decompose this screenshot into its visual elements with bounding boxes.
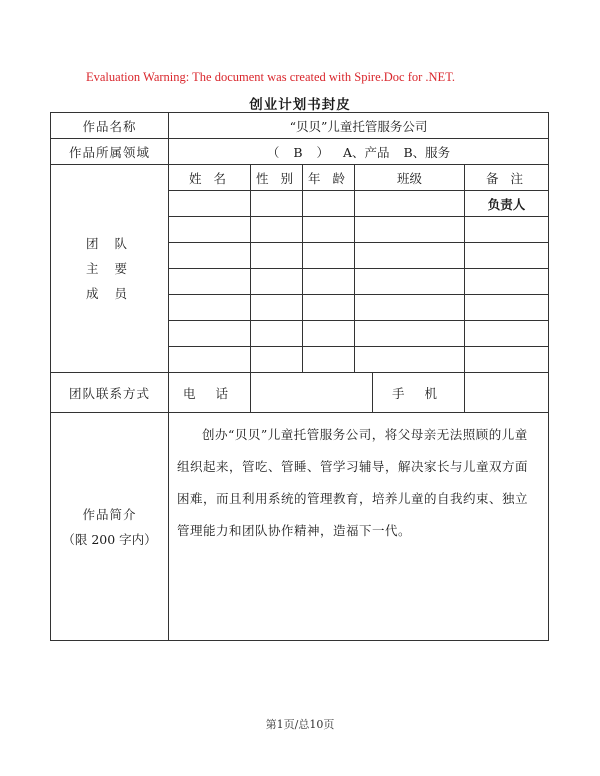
work-name-value[interactable]: “贝贝”儿童托管服务公司 bbox=[169, 113, 549, 139]
member-2-notes[interactable] bbox=[465, 217, 549, 243]
business-plan-cover-form bbox=[50, 112, 549, 641]
intro-row bbox=[51, 413, 549, 641]
member-5-class[interactable] bbox=[355, 295, 465, 321]
member-7-gender[interactable] bbox=[251, 347, 303, 373]
phone-label: 电 话 bbox=[169, 373, 251, 413]
member-6-notes[interactable] bbox=[465, 321, 549, 347]
work-field-label: 作品所属领域 bbox=[51, 139, 169, 165]
member-6-age[interactable] bbox=[303, 321, 355, 347]
header-name: 姓 名 bbox=[169, 165, 251, 191]
team-label-line-1: 团 队 bbox=[86, 236, 133, 251]
header-notes: 备 注 bbox=[465, 165, 549, 191]
work-field-row bbox=[51, 139, 549, 165]
header-class: 班级 bbox=[355, 165, 465, 191]
member-3-name[interactable] bbox=[169, 243, 251, 269]
work-name-row bbox=[51, 113, 549, 139]
member-2-name[interactable] bbox=[169, 217, 251, 243]
member-1-notes[interactable]: 负责人 bbox=[465, 191, 549, 217]
member-4-gender[interactable] bbox=[251, 269, 303, 295]
member-5-notes[interactable] bbox=[465, 295, 549, 321]
mobile-value[interactable] bbox=[465, 373, 549, 413]
header-gender: 性 别 bbox=[251, 165, 303, 191]
evaluation-warning: Evaluation Warning: The document was created with Spire.Doc for .NET. bbox=[86, 70, 456, 84]
intro-text[interactable]: 创办“贝贝”儿童托管服务公司，将父母亲无法照顾的儿童组织起来，管吃、管睡、管学习辅导，解决家长与儿童双方面困难，而且利用系统的管理教育，培养儿童的自我约束、独立管理能力和团队协作精神，造福下一代。 bbox=[169, 413, 549, 641]
member-4-class[interactable] bbox=[355, 269, 465, 295]
member-4-notes[interactable] bbox=[465, 269, 549, 295]
member-7-name[interactable] bbox=[169, 347, 251, 373]
member-7-notes[interactable] bbox=[465, 347, 549, 373]
member-3-age[interactable] bbox=[303, 243, 355, 269]
header-age: 年 龄 bbox=[303, 165, 355, 191]
member-2-class[interactable] bbox=[355, 217, 465, 243]
member-5-age[interactable] bbox=[303, 295, 355, 321]
team-header-row bbox=[51, 165, 549, 191]
member-6-gender[interactable] bbox=[251, 321, 303, 347]
page-title: 创业计划书封皮 bbox=[249, 97, 351, 113]
intro-label-line-1: 作品简介 bbox=[82, 506, 137, 522]
team-members-label bbox=[51, 165, 169, 373]
member-3-gender[interactable] bbox=[251, 243, 303, 269]
team-label-line-3: 成 员 bbox=[86, 286, 133, 301]
member-6-name[interactable] bbox=[169, 321, 251, 347]
member-5-gender[interactable] bbox=[251, 295, 303, 321]
intro-label-line-2: （限 200 字内） bbox=[62, 531, 157, 547]
intro-label bbox=[51, 413, 169, 641]
mobile-label: 手 机 bbox=[373, 373, 465, 413]
work-field-value[interactable]: （ B ） A、产品 B、服务 bbox=[169, 139, 549, 165]
member-7-class[interactable] bbox=[355, 347, 465, 373]
team-label-line-2: 主 要 bbox=[86, 261, 133, 276]
work-name-label: 作品名称 bbox=[51, 113, 169, 139]
member-1-age[interactable] bbox=[303, 191, 355, 217]
member-1-name[interactable] bbox=[169, 191, 251, 217]
member-4-age[interactable] bbox=[303, 269, 355, 295]
member-3-notes[interactable] bbox=[465, 243, 549, 269]
member-5-name[interactable] bbox=[169, 295, 251, 321]
member-6-class[interactable] bbox=[355, 321, 465, 347]
contact-label: 团队联系方式 bbox=[51, 373, 169, 413]
member-4-name[interactable] bbox=[169, 269, 251, 295]
member-1-gender[interactable] bbox=[251, 191, 303, 217]
member-2-age[interactable] bbox=[303, 217, 355, 243]
member-1-class[interactable] bbox=[355, 191, 465, 217]
member-3-class[interactable] bbox=[355, 243, 465, 269]
member-2-gender[interactable] bbox=[251, 217, 303, 243]
phone-value[interactable] bbox=[251, 373, 373, 413]
page-footer: 第1页/总10页 bbox=[265, 718, 335, 731]
contact-row bbox=[51, 373, 549, 413]
member-7-age[interactable] bbox=[303, 347, 355, 373]
